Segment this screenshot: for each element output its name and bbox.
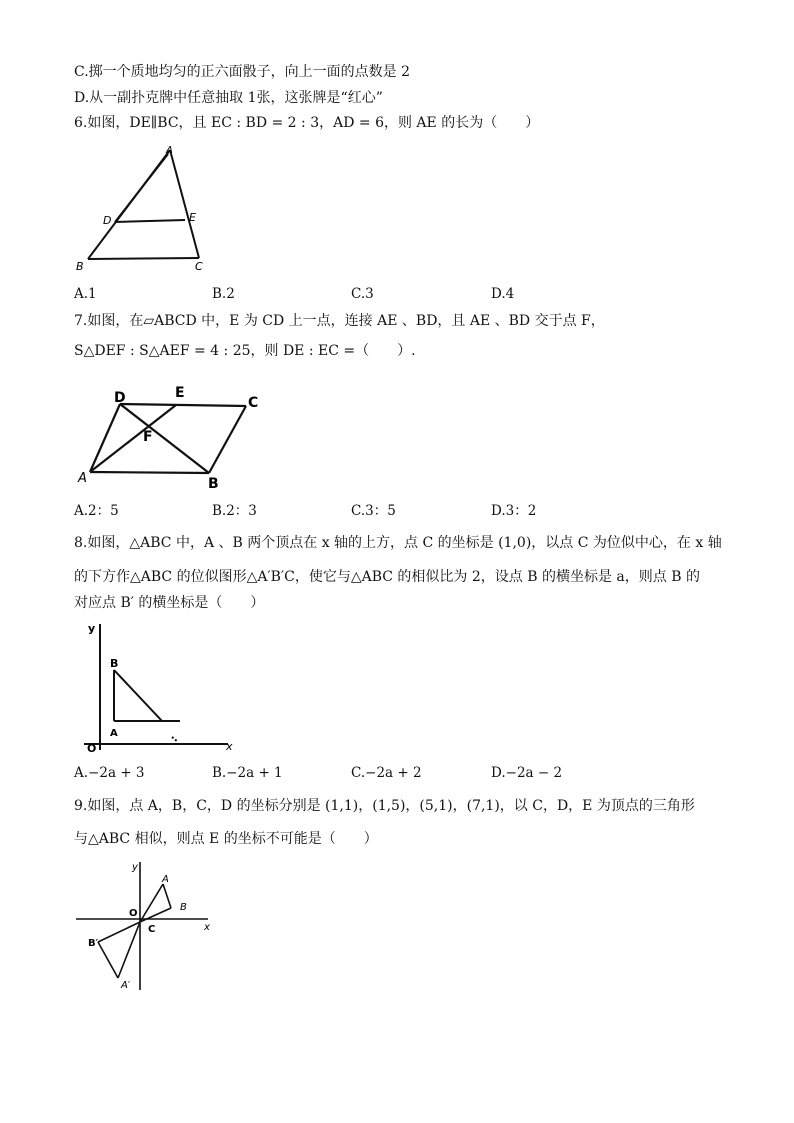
q5-option-c: C.掷一个质地均匀的正六面骰子，向上一面的点数是 2 <box>74 64 411 80</box>
q6-figure <box>76 145 232 275</box>
q8-option-d: D.−2a − 2 <box>491 765 563 781</box>
q9-label-c: C <box>148 924 156 935</box>
q8-option-c: C.−2a + 2 <box>351 765 422 781</box>
q8-label-a: A <box>110 728 118 739</box>
q7-label-a: A <box>78 471 87 486</box>
q7-stem-line1: 7.如图，在▱ABCD 中，E 为 CD 上一点，连接 AE 、BD，且 AE 、BD 交于点 F， <box>74 313 605 329</box>
q8-figure <box>82 618 252 758</box>
q6-label-b: B <box>76 260 84 273</box>
q9-label-y: y <box>132 862 138 873</box>
q6-triangle <box>88 150 199 259</box>
q8-label-x: x <box>226 740 233 753</box>
q7-label-c: C <box>248 395 259 411</box>
q6-label-c: C <box>195 260 203 273</box>
q6-stem: 6.如图，DE∥BC，且 EC : BD = 2 : 3，AD = 6，则 AE 的长为（ ） <box>74 115 540 131</box>
q8-stem-line3: 对应点 B′ 的横坐标是（ ） <box>74 595 265 611</box>
q7-option-b: B.2：3 <box>212 503 257 519</box>
q7-label-d: D <box>114 390 126 406</box>
q8-stem-line2: 的下方作△ABC 的位似图形△A′B′C，使它与△ABC 的相似比为 2，设点 B 的横坐标是 a，则点 B 的 <box>74 569 700 585</box>
q6-option-c: C.3 <box>351 286 374 302</box>
q9-label-a-prime: A′ <box>121 980 131 991</box>
q7-stem-line2: S△DEF : S△AEF = 4 : 25，则 DE : EC =（ ）. <box>74 343 416 359</box>
q5-option-d: D.从一副扑克牌中任意抽取 1张，这张牌是“红心” <box>74 90 383 106</box>
q8-stem-line1: 8.如图，△ABC 中，A 、B 两个顶点在 x 轴的上方，点 C 的坐标是 (1,0)，以点 C 为位似中心，在 x 轴 <box>74 535 722 551</box>
q7-option-a: A.2：5 <box>74 503 119 519</box>
q8-label-o: O <box>87 742 97 755</box>
q9-stem-line1: 9.如图，点 A，B，C，D 的坐标分别是 (1,1)，(1,5)，(5,1)，(7,1)，以 C，D，E 为顶点的三角形 <box>74 798 695 814</box>
q6-option-a: A.1 <box>74 286 97 302</box>
q6-label-a: A <box>166 145 173 156</box>
q9-label-x: x <box>204 922 210 933</box>
q7-label-e: E <box>175 385 185 401</box>
q9-label-b-prime: B′ <box>88 938 99 949</box>
q7-figure <box>72 385 272 495</box>
q8-label-b: B <box>110 657 119 670</box>
q6-label-d: D <box>103 214 112 227</box>
q9-label-a: A <box>162 874 169 885</box>
q7-parallelogram <box>90 404 246 473</box>
q8-option-b: B.−2a + 1 <box>212 765 283 781</box>
q7-option-c: C.3：5 <box>351 503 396 519</box>
q6-option-b: B.2 <box>212 286 235 302</box>
q9-stem-line2: 与△ABC 相似，则点 E 的坐标不可能是（ ） <box>74 831 378 847</box>
q9-label-b: B <box>180 902 187 913</box>
q7-label-b: B <box>208 476 219 492</box>
q6-option-d: D.4 <box>491 286 515 302</box>
q9-figure <box>72 858 222 998</box>
q6-label-e: E <box>189 211 196 224</box>
q7-label-f: F <box>143 429 153 445</box>
q8-label-y: y <box>88 622 96 635</box>
q8-option-a: A.−2a + 3 <box>74 765 145 781</box>
q9-label-o: O <box>129 908 138 919</box>
q7-option-d: D.3：2 <box>491 503 537 519</box>
